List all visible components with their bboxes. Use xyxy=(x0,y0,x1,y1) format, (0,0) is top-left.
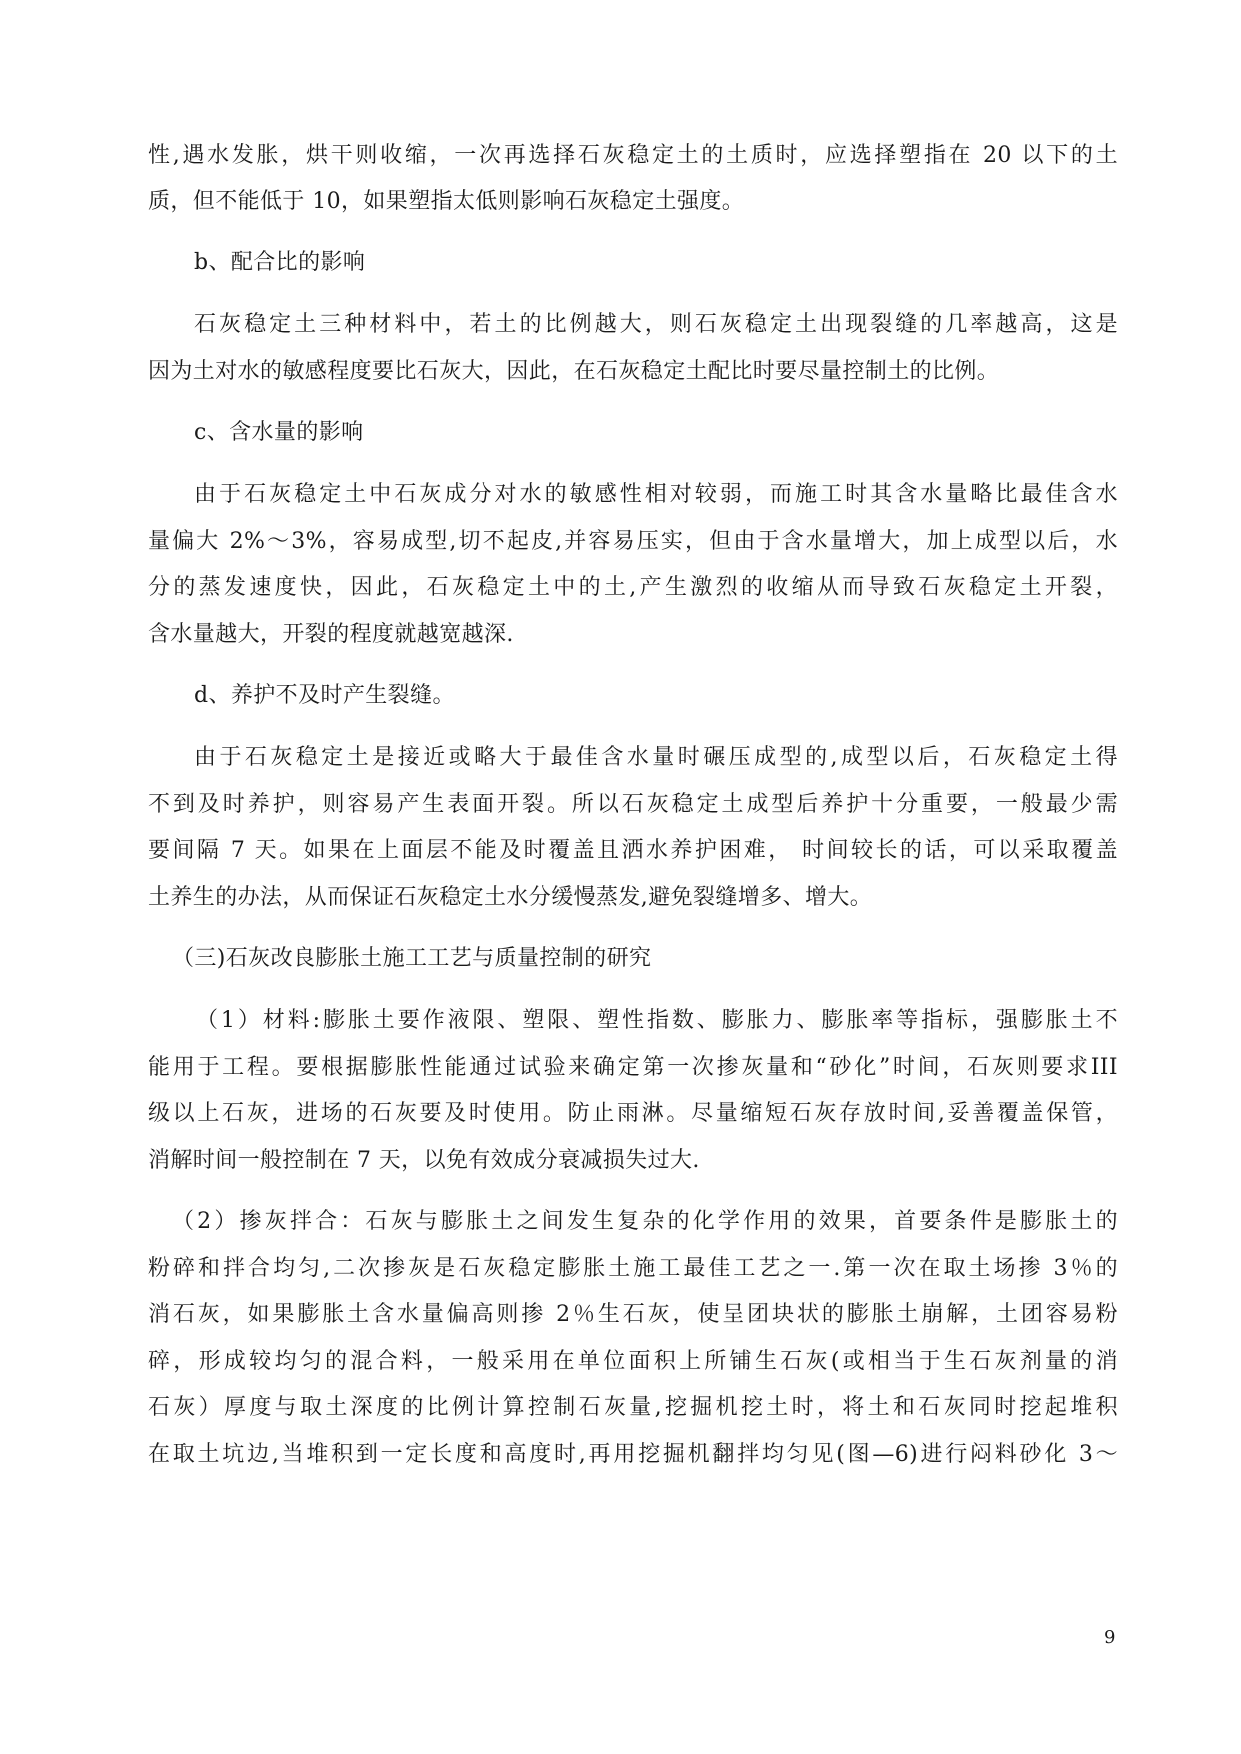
text-line: 在取土坑边,当堆积到一定长度和高度时,再用挖掘机翻拌均匀见(图—6)进行闷料砂化 3～ xyxy=(148,1442,1118,1467)
text-line: 能用于工程。要根据膨胀性能通过试验来确定第一次掺灰量和“砂化”时间，石灰则要求III xyxy=(148,1055,1118,1080)
text-line: 石灰）厚度与取土深度的比例计算控制石灰量,挖掘机挖土时，将土和石灰同时挖起堆积 xyxy=(148,1395,1118,1420)
text-line: 分的蒸发速度快，因此，石灰稳定土中的土,产生激烈的收缩从而导致石灰稳定土开裂， xyxy=(148,575,1118,600)
text-line: 消解时间一般控制在 7 天，以免有效成分衰减损失过大. xyxy=(148,1148,700,1173)
text-line: 因为土对水的敏感程度要比石灰大，因此，在石灰稳定土配比时要尽量控制土的比例。 xyxy=(148,359,1000,384)
text-line: 性,遇水发胀，烘干则收缩，一次再选择石灰稳定土的土质时，应选择塑指在 20 以下的土 xyxy=(148,143,1118,168)
text-line: 碎，形成较均匀的混合料，一般采用在单位面积上所铺生石灰(或相当于生石灰剂量的消 xyxy=(148,1349,1118,1374)
text-line: 不到及时养护，则容易产生表面开裂。所以石灰稳定土成型后养护十分重要，一般最少需 xyxy=(148,792,1118,817)
section-heading: b、配合比的影响 xyxy=(194,250,366,275)
section-heading: c、含水量的影响 xyxy=(194,420,364,445)
text-line: 含水量越大，开裂的程度就越宽越深. xyxy=(148,622,514,647)
text-line: 质，但不能低于 10，如果塑指太低则影响石灰稳定土强度。 xyxy=(148,189,745,214)
section-heading: d、养护不及时产生裂缝。 xyxy=(194,683,455,708)
text-line: （2）掺灰拌合：石灰与膨胀土之间发生复杂的化学作用的效果，首要条件是膨胀土的 xyxy=(172,1209,1118,1234)
page-number: 9 xyxy=(1104,1627,1116,1648)
text-line: 由于石灰稳定土中石灰成分对水的敏感性相对较弱，而施工时其含水量略比最佳含水 xyxy=(194,482,1118,507)
section-heading: （三)石灰改良膨胀土施工工艺与质量控制的研究 xyxy=(172,946,652,971)
text-line: 石灰稳定土三种材料中，若土的比例越大，则石灰稳定土出现裂缝的几率越高，这是 xyxy=(194,312,1118,337)
text-line: 土养生的办法，从而保证石灰稳定土水分缓慢蒸发,避免裂缝增多、增大。 xyxy=(148,885,873,910)
text-line: 级以上石灰，进场的石灰要及时使用。防止雨淋。尽量缩短石灰存放时间,妥善覆盖保管， xyxy=(148,1101,1118,1126)
text-line: 粉碎和拌合均匀,二次掺灰是石灰稳定膨胀土施工最佳工艺之一.第一次在取土场掺 3％的 xyxy=(148,1256,1118,1281)
text-line: 量偏大 2%～3%，容易成型,切不起皮,并容易压实，但由于含水量增大，加上成型以后，水 xyxy=(148,529,1118,554)
text-line: （1）材料:膨胀土要作液限、塑限、塑性指数、膨胀力、膨胀率等指标，强膨胀土不 xyxy=(196,1008,1118,1033)
text-line: 由于石灰稳定土是接近或略大于最佳含水量时碾压成型的,成型以后，石灰稳定土得 xyxy=(194,745,1118,770)
text-line: 要间隔 7 天。如果在上面层不能及时覆盖且洒水养护困难， 时间较长的话，可以采取覆盖 xyxy=(148,838,1118,863)
text-line: 消石灰，如果膨胀土含水量偏高则掺 2％生石灰，使呈团块状的膨胀土崩解，土团容易粉 xyxy=(148,1302,1118,1327)
